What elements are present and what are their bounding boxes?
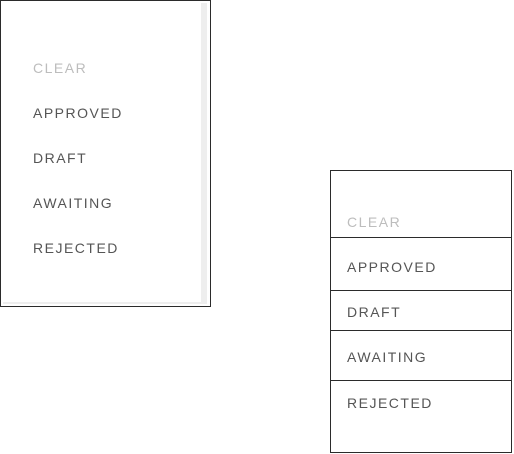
- menu-item-awaiting[interactable]: AWAITING: [33, 195, 114, 211]
- menu-row-rejected[interactable]: [331, 381, 511, 452]
- menu-item-awaiting[interactable]: AWAITING: [347, 349, 428, 365]
- menu-item-clear: CLEAR: [33, 60, 88, 76]
- menu-row-clear: [331, 171, 511, 238]
- menu-item-approved[interactable]: APPROVED: [33, 105, 123, 121]
- menu-item-rejected[interactable]: REJECTED: [347, 395, 433, 411]
- menu-row-approved[interactable]: [331, 238, 511, 291]
- menu-item-approved[interactable]: APPROVED: [347, 259, 437, 275]
- menu-item-draft[interactable]: DRAFT: [347, 304, 402, 320]
- left-status-menu-frame: [0, 0, 211, 307]
- menu-item-draft[interactable]: DRAFT: [33, 150, 88, 166]
- menu-item-rejected[interactable]: REJECTED: [33, 240, 119, 256]
- left-status-menu: [3, 3, 207, 304]
- menu-item-clear: CLEAR: [347, 214, 402, 230]
- menu-row-awaiting[interactable]: [331, 331, 511, 381]
- menu-row-draft[interactable]: [331, 291, 511, 331]
- right-status-menu: [330, 170, 512, 453]
